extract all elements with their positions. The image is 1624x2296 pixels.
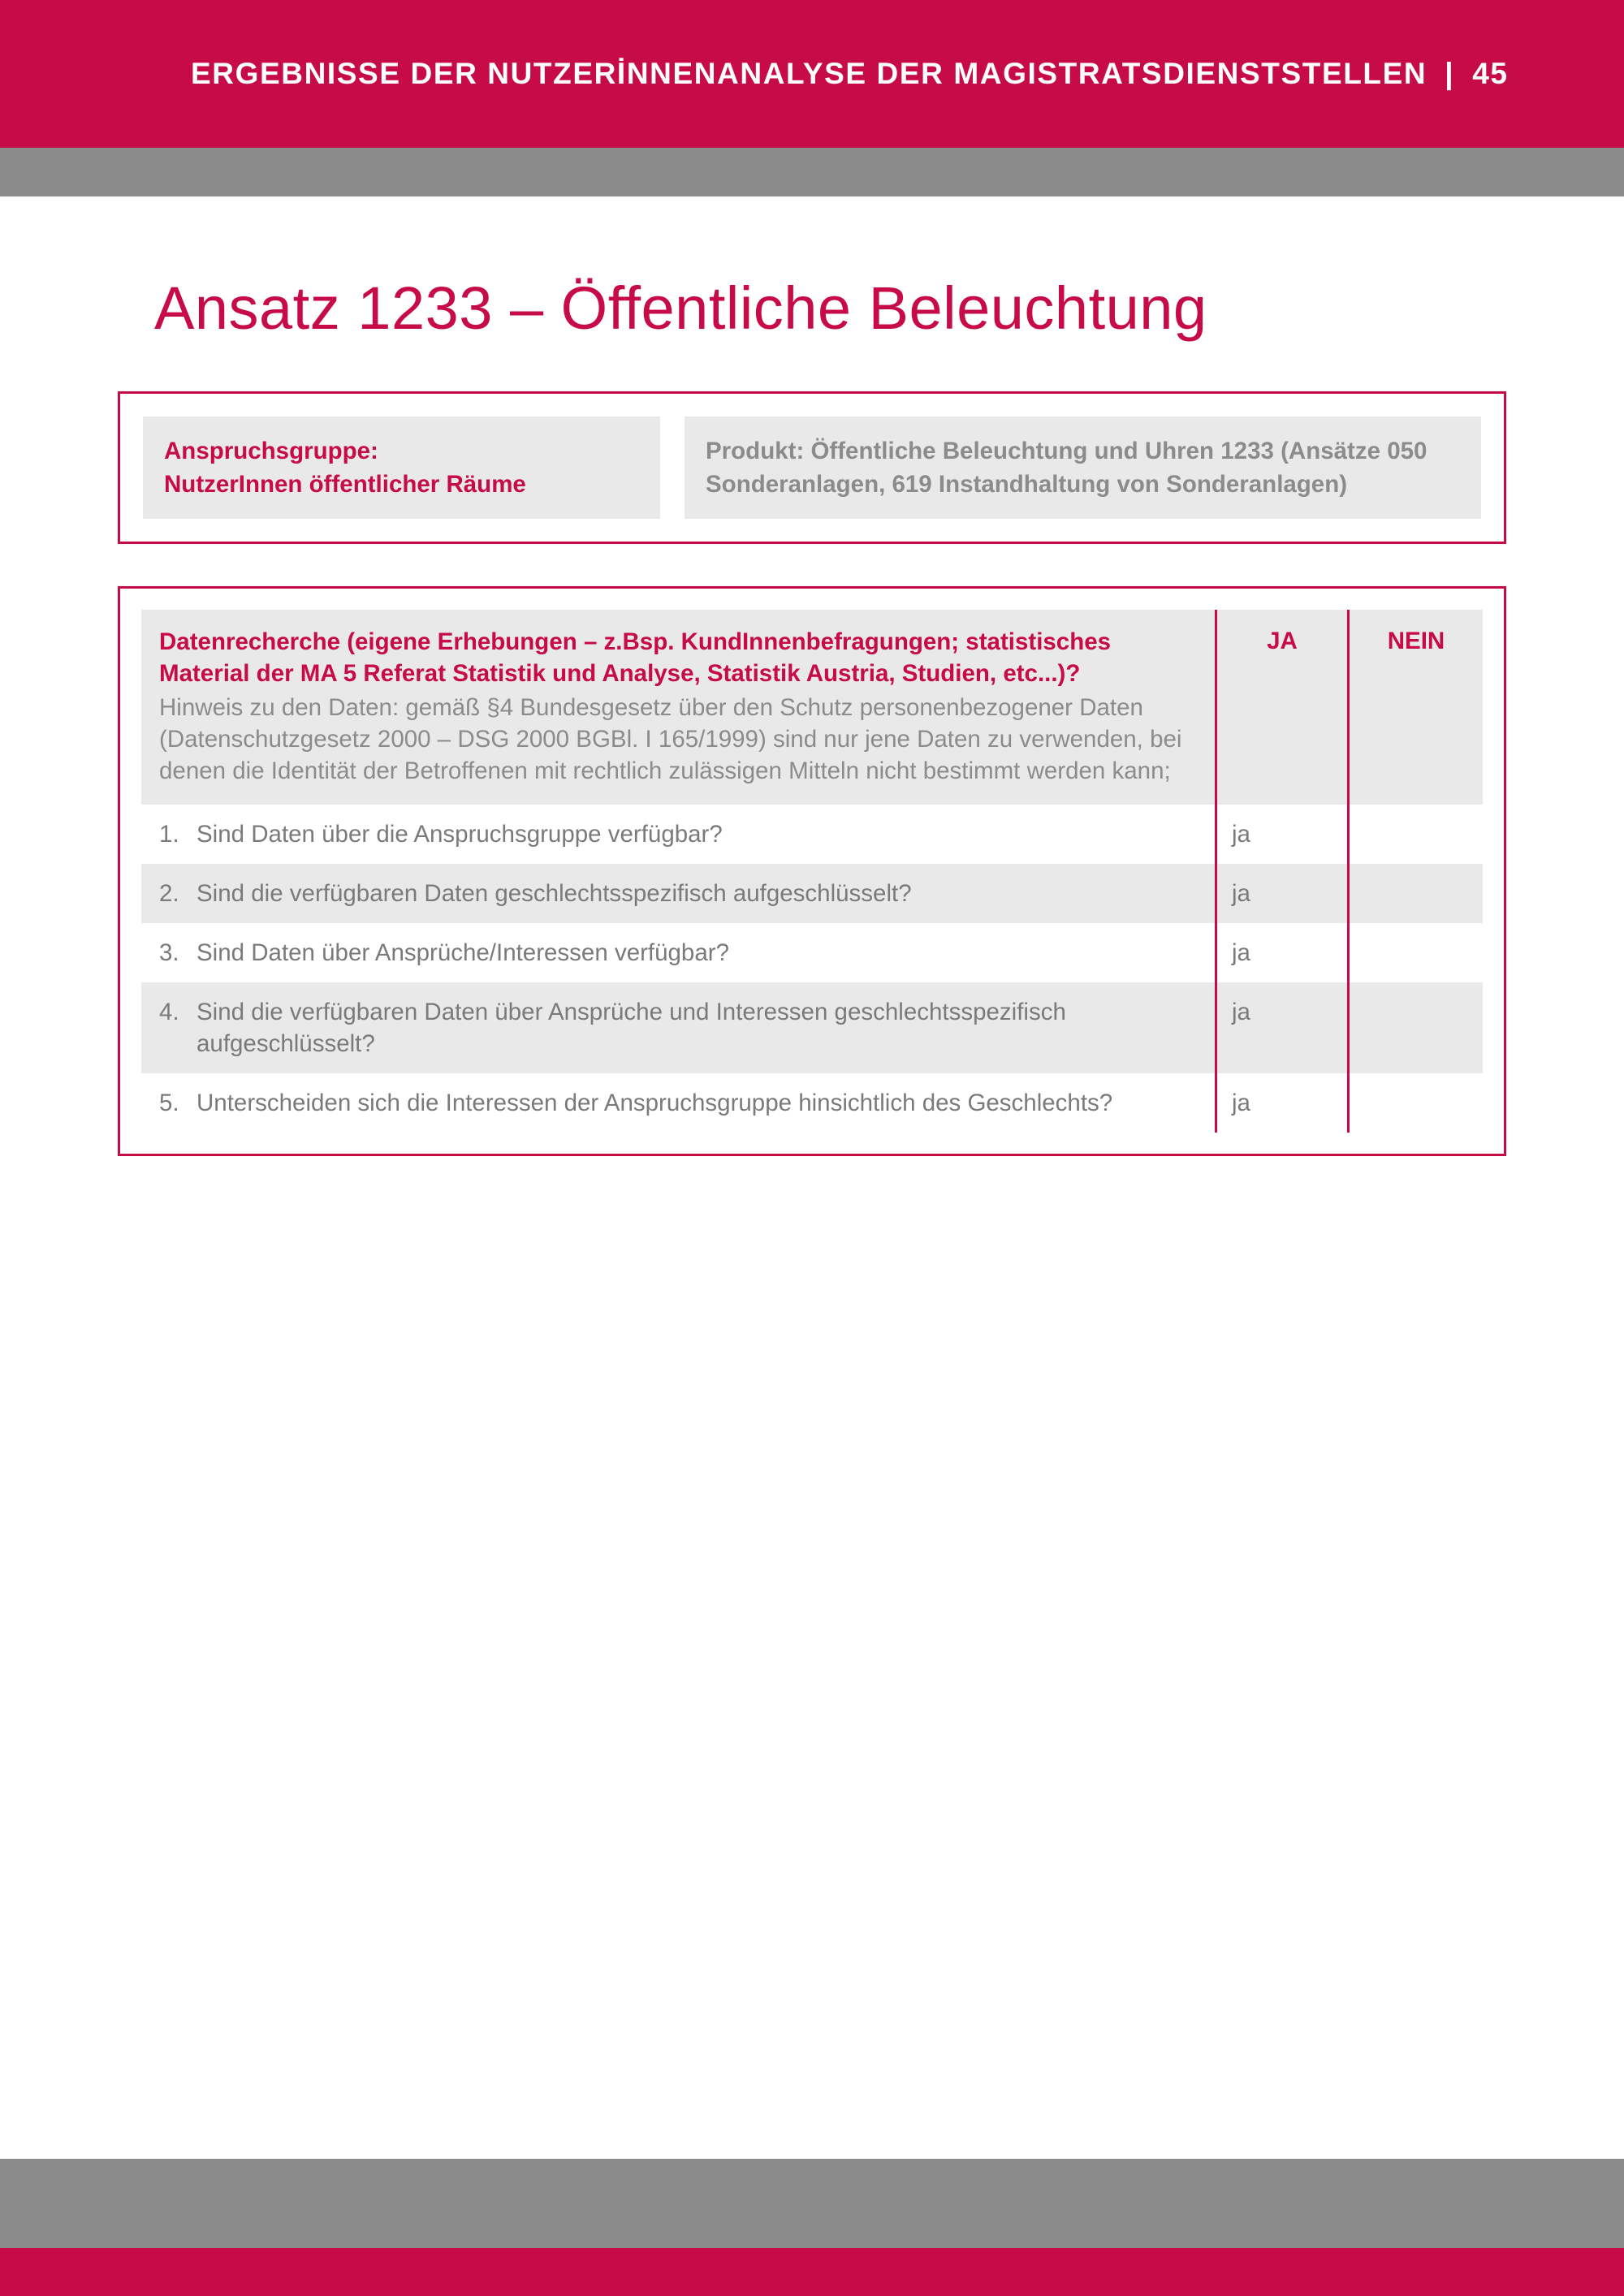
table-header-question-cell <box>141 610 1215 805</box>
header-text <box>191 57 1509 91</box>
column-header-nein: NEIN <box>1347 610 1483 805</box>
row-question: Sind die verfügbaren Daten über Ansprüche und Interessen geschlechtsspezifisch aufgeschlüsselt? <box>197 999 1066 1057</box>
row-answer-nein <box>1350 864 1483 891</box>
row-answer-ja: ja <box>1232 939 1250 966</box>
row-question: Unterscheiden sich die Interessen der Anspruchsgruppe hinsichtlich des Geschlechts? <box>197 1090 1113 1116</box>
datenrecherche-table <box>141 610 1483 1133</box>
anspruchsgruppe-label: Anspruchsgruppe: <box>164 438 378 464</box>
table-row <box>141 864 1483 923</box>
row-answer-ja: ja <box>1232 880 1250 907</box>
anspruchsgruppe-cell <box>143 416 660 519</box>
top-divider-bar <box>0 148 1624 196</box>
row-answer-ja: ja <box>1232 999 1250 1025</box>
row-answer-ja: ja <box>1232 821 1250 848</box>
header-title: ERGEBNISSE DER NUTZERİNNENANALYSE DER MAGISTRATSDIENSTSTELLEN <box>191 57 1427 90</box>
produkt-cell: Produkt: Öffentliche Beleuchtung und Uhren 1233 (Ansätze 050 Sonderanlagen, 619 Instandhaltung von Sonderanlagen) <box>685 416 1481 519</box>
bottom-red-bar <box>0 2248 1624 2296</box>
anspruchsgruppe-value: NutzerInnen öffentlicher Räume <box>164 471 526 498</box>
table-header-title: Datenrecherche (eigene Erhebungen – z.Bsp. KundInnenbefragungen; statistisches Material der MA 5 Referat Statistik und Analyse, Statistik Austria, Studien, etc...)? <box>159 628 1112 687</box>
table-row <box>141 1073 1483 1133</box>
page-header <box>0 0 1624 148</box>
row-answer-nein <box>1350 982 1483 1010</box>
row-question: Sind die verfügbaren Daten geschlechtsspezifisch aufgeschlüsselt? <box>197 880 912 907</box>
table-row <box>141 805 1483 864</box>
row-answer-nein <box>1350 805 1483 832</box>
header-page-number: 45 <box>1472 57 1509 90</box>
row-answer-ja: ja <box>1232 1090 1250 1116</box>
info-box <box>118 391 1506 544</box>
document-body <box>0 274 1624 1156</box>
row-answer-nein <box>1350 923 1483 951</box>
header-separator: | <box>1445 57 1455 90</box>
row-question: Sind Daten über die Anspruchsgruppe verfügbar? <box>197 821 723 848</box>
column-header-ja: JA <box>1215 610 1347 805</box>
row-number: 2. <box>159 880 179 907</box>
table-header-row <box>141 610 1483 805</box>
row-number: 3. <box>159 939 179 966</box>
row-number: 4. <box>159 999 179 1025</box>
table-header-hint: Hinweis zu den Daten: gemäß §4 Bundesgesetz über den Schutz personenbezogener Daten (Datenschutzgesetz 2000 – DSG 2000 BGBl. I 165/1999) sind nur jene Daten zu verwenden, bei denen die Identität der Betroffenen mit rechtlich zulässigen Mitteln nicht bestimmt werden kann; <box>159 694 1182 784</box>
table-row <box>141 923 1483 982</box>
datenrecherche-table-box <box>118 586 1506 1156</box>
row-number: 1. <box>159 821 179 848</box>
page-title: Ansatz 1233 – Öffentliche Beleuchtung <box>154 274 1207 342</box>
row-question: Sind Daten über Ansprüche/Interessen verfügbar? <box>197 939 729 966</box>
table-row <box>141 982 1483 1073</box>
bottom-divider-bar <box>0 2159 1624 2248</box>
row-number: 5. <box>159 1090 179 1116</box>
row-answer-nein <box>1350 1073 1483 1101</box>
